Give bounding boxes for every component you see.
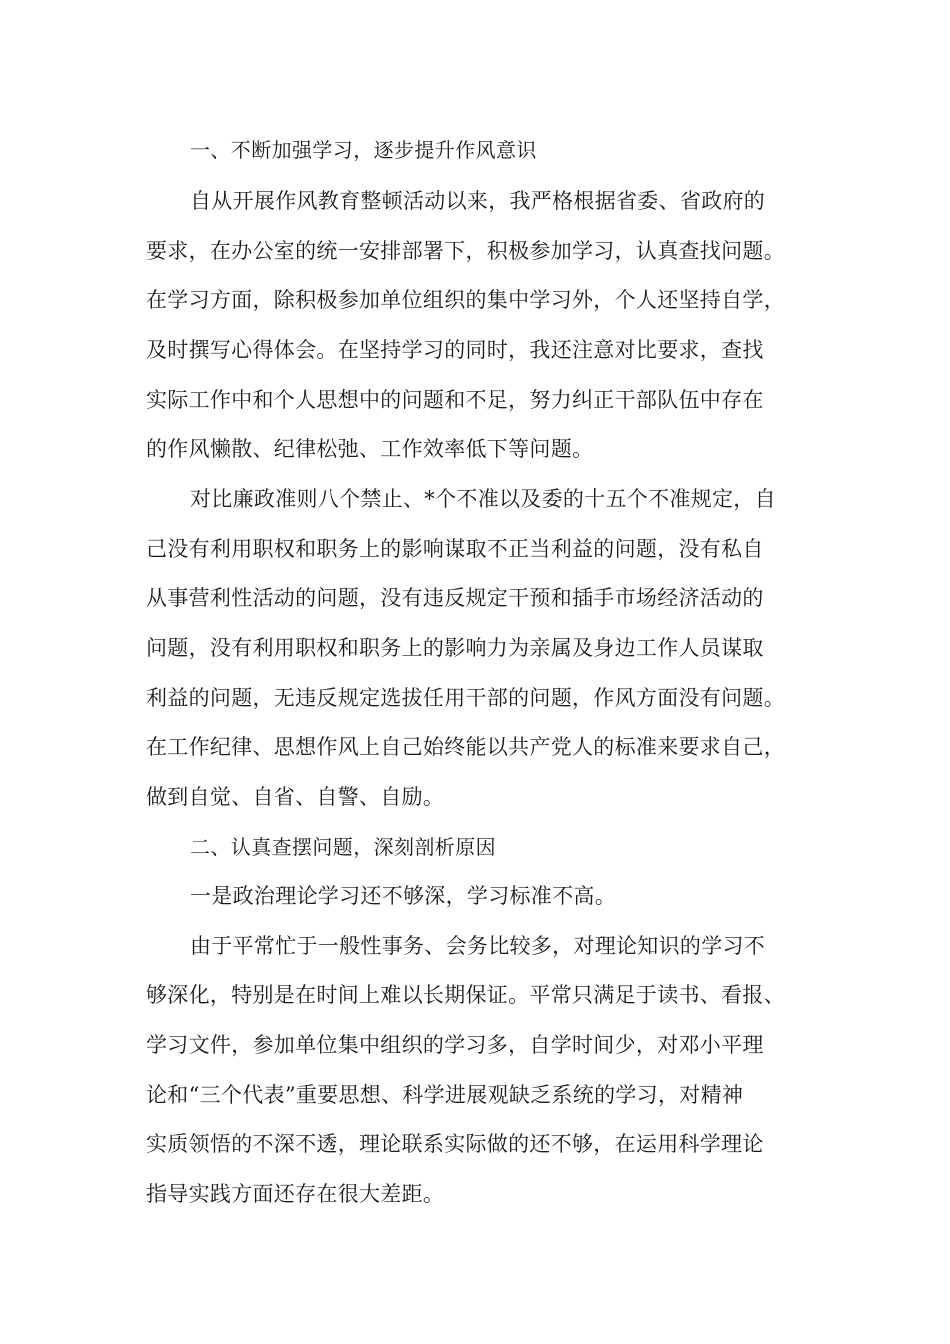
paragraph-line: 己没有利用职权和职务上的影响谋取不正当利益的问题，没有私自 [146, 537, 764, 561]
paragraph-line: 自从开展作风教育整顿活动以来，我严格根据省委、省政府的 [190, 189, 766, 213]
paragraph-line: 及时撰写心得体会。在坚持学习的同时，我还注意对比要求，查找 [146, 338, 764, 362]
section-heading-1: 一、不断加强学习，逐步提升作风意识 [190, 138, 537, 162]
paragraph-line: 实质领悟的不深不透，理论联系实际做的还不够，在运用科学理论 [146, 1132, 764, 1156]
paragraph-line: 指导实践方面还存在很大差距。 [146, 1182, 445, 1206]
paragraph-line: 要求，在办公室的统一安排部署下，积极参加学习，认真查找问题。 [146, 239, 785, 263]
paragraph-line: 对比廉政准则八个禁止、*个不准以及委的十五个不准规定，自 [190, 487, 776, 511]
paragraph-line: 够深化，特别是在时间上难以长期保证。平常只满足于读书、看报、 [146, 983, 785, 1007]
paragraph-line: 做到自觉、自省、自警、自励。 [146, 785, 445, 809]
paragraph-line: 在学习方面，除积极参加单位组织的集中学习外，个人还坚持自学， [146, 288, 785, 312]
paragraph-line: 论和“三个代表”重要思想、科学进展观缺乏系统的学习，对精神 [146, 1083, 744, 1107]
paragraph-line: 在工作纪律、思想作风上自己始终能以共产党人的标准来要求自己， [146, 735, 785, 759]
paragraph-line: 问题，没有利用职权和职务上的影响力为亲属及身边工作人员谋取 [146, 636, 764, 660]
paragraph-line: 利益的问题，无违反规定选拔任用干部的问题，作风方面没有问题。 [146, 686, 785, 710]
paragraph-line: 学习文件，参加单位集中组织的学习多，自学时间少，对邓小平理 [146, 1033, 764, 1057]
paragraph-line: 实际工作中和个人思想中的问题和不足，努力纠正干部队伍中存在 [146, 388, 764, 412]
paragraph-line: 由于平常忙于一般性事务、会务比较多，对理论知识的学习不 [190, 934, 766, 958]
paragraph-line: 的作风懒散、纪律松弛、工作效率低下等问题。 [146, 437, 594, 461]
paragraph-line: 从事营利性活动的问题，没有违反规定干预和插手市场经济活动的 [146, 586, 764, 610]
section-heading-2: 二、认真查摆问题，深刻剖析原因 [190, 835, 496, 859]
paragraph-line: 一是政治理论学习还不够深，学习标准不高。 [190, 884, 616, 908]
